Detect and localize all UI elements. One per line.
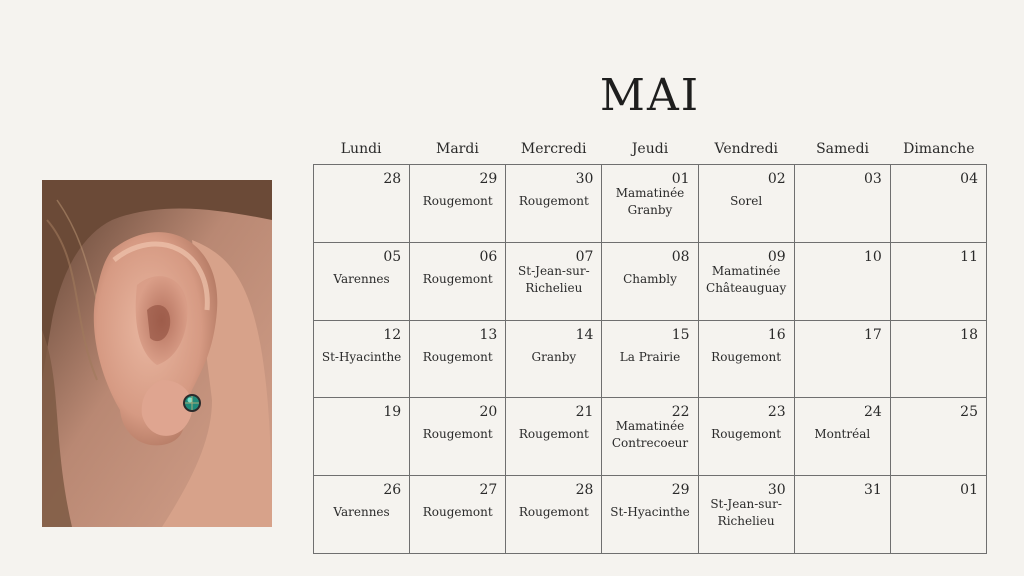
weekday-header: Mardi (436, 141, 479, 157)
day-number: 01 (671, 171, 690, 187)
day-number: 05 (383, 248, 402, 265)
day-number: 07 (575, 248, 594, 265)
calendar-day-cell (699, 476, 795, 554)
day-event: Varennes (333, 505, 390, 520)
calendar-day-cell (506, 243, 602, 321)
calendar-day-cell (891, 165, 987, 243)
day-event: La Prairie (619, 349, 681, 364)
weekday-header: Mercredi (520, 141, 587, 157)
day-event: Mamatinée Châteauguay (706, 263, 787, 295)
calendar-day-cell (795, 243, 891, 321)
calendar-day-cell (795, 165, 891, 243)
calendar-day-cell (891, 243, 987, 321)
calendar-day-cell (506, 165, 602, 243)
weekday-header: Dimanche (903, 141, 975, 157)
day-event: Mamatinée Granby (615, 186, 685, 217)
calendar-day-cell (506, 398, 602, 476)
day-number: 16 (767, 326, 786, 343)
ear-earring-photo (42, 180, 272, 527)
weekday-header: Lundi (340, 141, 382, 157)
day-event: Rougemont (711, 427, 782, 442)
calendar-day-cell (602, 398, 698, 476)
day-event: Rougemont (518, 427, 589, 442)
calendar-day-cell (602, 321, 698, 399)
calendar-grid (313, 164, 987, 554)
ear-earring-image (42, 180, 272, 527)
day-number: 09 (767, 248, 786, 265)
calendar-day-cell (410, 476, 506, 554)
day-number: 08 (671, 248, 690, 265)
calendar-day-cell (699, 321, 795, 399)
day-number: 27 (479, 482, 498, 499)
calendar-day-cell (795, 398, 891, 476)
day-number: 30 (767, 482, 786, 499)
day-number: 01 (960, 482, 978, 499)
calendar-day-cell (410, 398, 506, 476)
day-number: 26 (383, 482, 402, 499)
day-number: 11 (960, 248, 978, 265)
day-number: 31 (864, 482, 882, 499)
day-event: Rougemont (422, 505, 493, 520)
day-number: 30 (575, 171, 594, 187)
day-number: 04 (960, 171, 978, 187)
calendar-day-cell (314, 398, 410, 476)
calendar-day-cell (891, 476, 987, 554)
day-event: Rougemont (518, 505, 589, 520)
day-number: 03 (864, 171, 882, 187)
day-number: 23 (767, 404, 786, 421)
day-number: 28 (383, 171, 402, 187)
calendar-day-cell (314, 321, 410, 399)
day-event: Mamatinée Contrecoeur (611, 419, 689, 451)
day-number: 18 (960, 326, 978, 343)
day-number: 12 (383, 326, 402, 343)
day-event: Rougemont (422, 427, 493, 442)
day-event: Rougemont (422, 194, 493, 208)
day-event: St-Hyacinthe (610, 505, 690, 520)
month-title: MAI (599, 70, 701, 121)
calendar-day-cell (602, 165, 698, 243)
calendar-day-cell (314, 165, 410, 243)
calendar-day-cell (410, 165, 506, 243)
calendar-day-cell (891, 321, 987, 399)
day-event: Granby (531, 349, 577, 364)
day-number: 22 (671, 404, 690, 421)
day-number: 13 (479, 326, 498, 343)
day-event: St-Jean-sur- Richelieu (710, 497, 782, 529)
day-event: Varennes (333, 271, 390, 286)
day-number: 29 (671, 482, 690, 499)
day-number: 29 (479, 171, 498, 187)
calendar-day-cell (699, 398, 795, 476)
day-number: 28 (575, 482, 594, 499)
calendar-day-cell (795, 476, 891, 554)
day-number: 10 (864, 248, 882, 265)
weekday-header: Jeudi (631, 141, 669, 157)
calendar-day-cell (699, 243, 795, 321)
day-number: 17 (864, 326, 882, 343)
day-number: 21 (575, 404, 594, 421)
day-event: Rougemont (711, 349, 782, 364)
calendar-day-cell (410, 321, 506, 399)
calendar-day-cell (602, 243, 698, 321)
day-event: St-Jean-sur- Richelieu (518, 263, 590, 295)
day-number: 14 (575, 326, 594, 343)
day-event: Rougemont (422, 349, 493, 364)
weekday-header: Samedi (816, 141, 870, 157)
calendar-day-cell (891, 398, 987, 476)
day-number: 25 (960, 404, 978, 421)
day-event: Rougemont (518, 194, 589, 208)
calendar-day-cell (699, 165, 795, 243)
day-number: 06 (479, 248, 498, 265)
day-number: 24 (864, 404, 882, 421)
calendar-day-cell (795, 321, 891, 399)
day-number: 20 (479, 404, 498, 421)
calendar-day-cell (314, 243, 410, 321)
day-number: 15 (671, 326, 690, 343)
day-event: St-Hyacinthe (321, 349, 402, 364)
weekday-header: Vendredi (714, 141, 779, 157)
day-event: Sorel (730, 194, 763, 208)
calendar-day-cell (314, 476, 410, 554)
calendar-day-cell (602, 476, 698, 554)
calendar-day-cell (506, 321, 602, 399)
day-event: Chambly (623, 271, 677, 286)
day-number: 19 (383, 404, 402, 421)
day-number: 02 (767, 171, 786, 187)
calendar-day-cell (410, 243, 506, 321)
day-event: Rougemont (422, 271, 493, 286)
weekday-header-row (313, 141, 987, 157)
day-event: Montréal (814, 427, 871, 442)
calendar-day-cell (506, 476, 602, 554)
